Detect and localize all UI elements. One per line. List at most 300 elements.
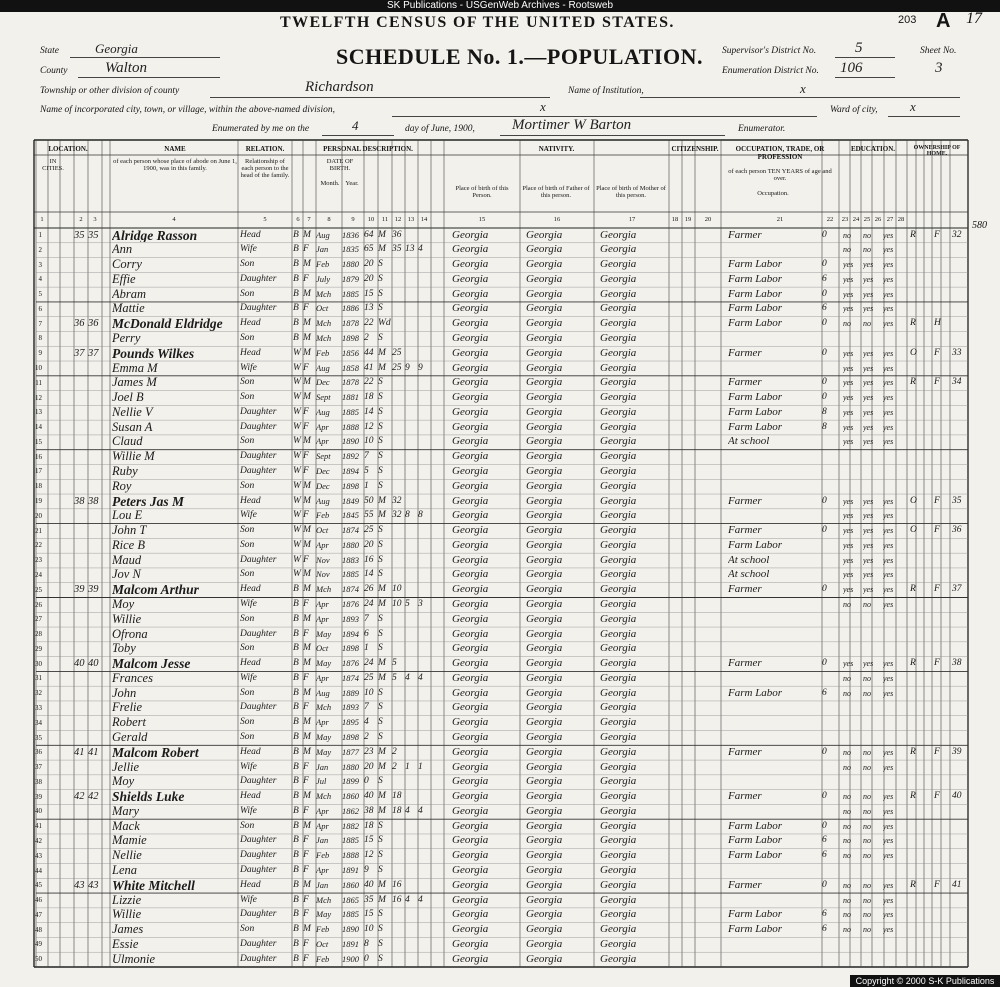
cell-ch1 xyxy=(405,347,417,361)
cell-name: Lena xyxy=(112,864,137,878)
cell-father: Georgia xyxy=(526,464,563,477)
cell-name: Alridge Rasson xyxy=(112,228,198,243)
cell-own xyxy=(910,687,920,701)
cell-fam xyxy=(88,302,102,316)
cell-ch1: 1 xyxy=(405,761,410,772)
cell-ch2: 9 xyxy=(418,362,423,373)
cell-yrs: 18 xyxy=(392,791,402,802)
cell-read: yes xyxy=(843,348,854,358)
cell-own xyxy=(910,775,920,789)
cell-month: Jul xyxy=(316,776,327,787)
cell-birth: Georgia xyxy=(452,790,489,803)
cell-ch2 xyxy=(418,421,430,435)
cell-father: Georgia xyxy=(526,361,563,374)
cell-father: Georgia xyxy=(526,405,563,418)
cell-occ xyxy=(728,805,820,819)
cell-occ xyxy=(728,761,820,775)
cell-yrs xyxy=(392,923,404,937)
cell-mar: S xyxy=(378,554,383,565)
cell-mo: 0 xyxy=(822,392,827,403)
row-number: 40 xyxy=(35,807,42,816)
cell-fam xyxy=(88,391,102,405)
cell-father: Georgia xyxy=(526,228,563,241)
cell-birth: Georgia xyxy=(452,450,489,463)
cell-ch2 xyxy=(418,347,430,361)
cell-father: Georgia xyxy=(526,302,563,315)
cell-rel: Daughter xyxy=(240,850,277,861)
cell-sched xyxy=(952,465,968,479)
cell-sex: F xyxy=(303,244,309,255)
cell-eng: yes xyxy=(883,304,894,314)
cell-own xyxy=(910,834,920,848)
cell-mar: S xyxy=(378,259,383,270)
cell-sched xyxy=(952,849,968,863)
cell-father: Georgia xyxy=(526,804,563,817)
cell-color: B xyxy=(293,658,299,669)
cell-name: Emma M xyxy=(112,361,158,375)
cell-ch1 xyxy=(405,273,417,287)
cell-ch2 xyxy=(418,731,430,745)
cell-ch2 xyxy=(418,554,430,568)
cell-occ: Farm Labor xyxy=(728,420,783,433)
cell-occ xyxy=(728,775,820,789)
cell-fam xyxy=(88,598,102,612)
row-number: 25 xyxy=(35,585,42,594)
archive-banner: SK Publications - USGenWeb Archives - Rootsweb xyxy=(0,0,1000,12)
cell-yrs: 18 xyxy=(392,805,402,816)
cell-color: B xyxy=(293,643,299,654)
cell-birth: Georgia xyxy=(452,391,489,404)
cell-ch1 xyxy=(405,465,417,479)
cell-eng: yes xyxy=(883,511,894,521)
cell-eng: yes xyxy=(883,659,894,669)
cell-mo xyxy=(822,642,836,656)
cell-month: Nov xyxy=(316,569,330,580)
cell-dw xyxy=(74,775,88,789)
cell-mother: Georgia xyxy=(600,287,637,300)
cell-mother: Georgia xyxy=(600,272,637,285)
cell-own: R xyxy=(910,791,916,802)
cell-rel: Head xyxy=(240,879,261,890)
cell-mar: S xyxy=(378,465,383,476)
cell-read xyxy=(843,864,863,878)
cell-year: 1891 xyxy=(342,865,359,876)
group-ownership: OWNERSHIP OF HOME. xyxy=(913,145,961,157)
row-number: 45 xyxy=(35,881,42,890)
cell-eng: yes xyxy=(883,289,894,299)
cell-own xyxy=(910,731,920,745)
cell-mar: M xyxy=(378,894,386,905)
cell-father: Georgia xyxy=(526,317,563,330)
cell-fam xyxy=(88,568,102,582)
cell-read: no xyxy=(843,821,851,831)
cell-rel: Daughter xyxy=(240,421,277,432)
row-number: 26 xyxy=(35,600,42,609)
cell-name: Malcom Robert xyxy=(112,745,199,760)
cell-mo: 0 xyxy=(822,347,827,358)
cell-rel: Son xyxy=(240,687,255,698)
page-letter: A xyxy=(936,10,951,32)
cell-mo xyxy=(822,509,836,523)
cell-color: W xyxy=(293,392,301,403)
cell-read: yes xyxy=(843,585,854,595)
cell-color: B xyxy=(293,909,299,920)
cell-month: Apr xyxy=(316,436,329,447)
cell-month: Feb xyxy=(316,259,330,270)
cell-read: no xyxy=(843,792,851,802)
cell-mo xyxy=(822,480,836,494)
cell-year: 1856 xyxy=(342,347,359,358)
cell-rel: Daughter xyxy=(240,776,277,787)
cell-eng: yes xyxy=(883,363,894,373)
cell-name: Mary xyxy=(112,804,140,818)
cell-year: 1876 xyxy=(342,658,359,669)
column-number: 26 xyxy=(874,216,882,223)
cell-father: Georgia xyxy=(526,346,563,359)
cell-mo xyxy=(822,628,836,642)
cell-birth: Georgia xyxy=(452,509,489,522)
cell-own xyxy=(910,908,920,922)
cell-own: O xyxy=(910,495,917,506)
cell-color: W xyxy=(293,451,301,462)
cell-sex: M xyxy=(303,791,311,802)
cell-color: B xyxy=(293,599,299,609)
cell-mo: 0 xyxy=(822,259,827,270)
cell-birth: Georgia xyxy=(452,657,489,670)
cell-rel: Son xyxy=(240,643,255,654)
row-number: 1 xyxy=(38,231,42,239)
cell-month: Nov xyxy=(316,554,330,565)
cell-month: Mch xyxy=(316,288,332,299)
cell-name: Corry xyxy=(112,258,142,272)
cell-mo xyxy=(822,450,836,464)
cell-yrs xyxy=(392,716,404,730)
cell-age: 40 xyxy=(364,879,374,890)
cell-father: Georgia xyxy=(526,849,563,862)
column-number: 21 xyxy=(776,216,784,223)
cell-occ xyxy=(728,731,820,745)
row-number: 11 xyxy=(35,378,42,387)
cell-age: 4 xyxy=(364,717,369,728)
cell-ch1 xyxy=(405,731,417,745)
cell-year: 1883 xyxy=(342,554,359,565)
cell-fam xyxy=(88,805,102,819)
cell-age: 14 xyxy=(364,569,374,580)
cell-own xyxy=(910,613,920,627)
cell-dw xyxy=(74,820,88,834)
cell-mo xyxy=(822,598,836,612)
cell-occ: Farm Labor xyxy=(728,317,783,330)
cell-sex: F xyxy=(303,909,309,920)
cell-farm xyxy=(934,509,944,523)
cell-eng xyxy=(883,775,905,789)
cell-write xyxy=(863,480,883,494)
cell-occ: Farm Labor xyxy=(728,258,783,271)
cell-ch1: 4 xyxy=(405,672,410,683)
cell-mar: S xyxy=(378,865,383,876)
cell-year: 1899 xyxy=(342,776,359,787)
cell-father: Georgia xyxy=(526,509,563,522)
cell-yrs xyxy=(392,953,404,967)
cell-color: W xyxy=(293,421,301,432)
cell-eng: yes xyxy=(883,806,894,816)
cell-write xyxy=(863,864,883,878)
ward-value: x xyxy=(910,99,916,114)
cell-birth: Georgia xyxy=(452,524,489,537)
cell-own xyxy=(910,820,920,834)
cell-read: yes xyxy=(843,393,854,403)
cell-name: Mattie xyxy=(112,302,145,316)
cell-occ: Farm Labor xyxy=(728,908,783,921)
cell-eng: yes xyxy=(883,747,894,757)
cell-birth: Georgia xyxy=(452,361,489,374)
cell-fam xyxy=(88,480,102,494)
cell-write: no xyxy=(863,245,871,255)
cell-sex: F xyxy=(303,554,309,565)
cell-own xyxy=(910,761,920,775)
cell-fam xyxy=(88,465,102,479)
cell-fam xyxy=(88,894,102,908)
column-number: 18 xyxy=(671,216,679,223)
cell-farm: F xyxy=(934,495,940,506)
cell-yrs: 2 xyxy=(392,761,397,772)
cell-mar: S xyxy=(378,332,383,343)
cell-read: no xyxy=(843,880,851,890)
cell-ch1 xyxy=(405,524,417,538)
group-citizenship: CITIZENSHIP. xyxy=(671,145,719,153)
cell-write xyxy=(863,701,883,715)
cell-yrs xyxy=(392,568,404,582)
cell-month: Aug xyxy=(316,229,330,240)
cell-ch2 xyxy=(418,879,430,893)
cell-own xyxy=(910,849,920,863)
cell-farm: F xyxy=(934,746,940,757)
cell-eng: yes xyxy=(883,274,894,284)
cell-color: B xyxy=(293,332,299,343)
cell-sched xyxy=(952,554,968,568)
cell-month: Mch xyxy=(316,584,332,595)
cell-father: Georgia xyxy=(526,612,563,625)
cell-age: 50 xyxy=(364,495,374,506)
cell-mar: S xyxy=(378,628,383,639)
cell-birth: Georgia xyxy=(452,420,489,433)
cell-sex: F xyxy=(303,362,309,373)
cell-occ: At school xyxy=(728,553,770,566)
cell-sex: M xyxy=(303,820,311,831)
row-number: 31 xyxy=(35,674,42,683)
cell-year: 1835 xyxy=(342,244,359,255)
cell-mother: Georgia xyxy=(600,686,637,699)
cell-sex: M xyxy=(303,495,311,506)
cell-read: no xyxy=(843,910,851,920)
cell-mother: Georgia xyxy=(600,331,637,344)
cell-own xyxy=(910,598,920,612)
cell-month: Sept xyxy=(316,451,331,462)
cell-ch2: 8 xyxy=(418,510,423,521)
cell-sched: 38 xyxy=(952,658,962,669)
cell-farm xyxy=(934,908,944,922)
cell-occ: Farm Labor xyxy=(728,923,783,936)
cell-mother: Georgia xyxy=(600,952,637,965)
cell-rel: Wife xyxy=(240,894,257,905)
cell-mar: M xyxy=(378,879,386,890)
cell-dw xyxy=(74,391,88,405)
cell-month: Apr xyxy=(316,820,329,831)
row-number: 13 xyxy=(35,408,42,417)
row-number: 48 xyxy=(35,925,42,934)
cell-color: B xyxy=(293,584,299,595)
cell-occ xyxy=(728,672,820,686)
cell-eng: yes xyxy=(883,821,894,831)
cell-read: yes xyxy=(843,274,854,284)
cell-age: 24 xyxy=(364,599,374,609)
cell-farm xyxy=(934,613,944,627)
cell-own xyxy=(910,539,920,553)
cell-occ: At school xyxy=(728,435,770,448)
cell-mother: Georgia xyxy=(600,804,637,817)
cell-rel: Son xyxy=(240,259,255,270)
cell-ch1 xyxy=(405,376,417,390)
cell-father: Georgia xyxy=(526,642,563,655)
cell-name: Nellie V xyxy=(112,405,153,419)
cell-read: yes xyxy=(843,437,854,447)
cell-month: Oct xyxy=(316,303,329,314)
cell-sched xyxy=(952,687,968,701)
cell-yrs xyxy=(392,288,404,302)
cell-read xyxy=(843,642,863,656)
cell-mo xyxy=(822,731,836,745)
cell-occ xyxy=(728,362,820,376)
column-number: 27 xyxy=(886,216,894,223)
row-number: 22 xyxy=(35,541,42,550)
header-name-desc: of each person whose place of abode on June 1, 1900, was in this family. xyxy=(113,158,237,172)
cell-mother: Georgia xyxy=(600,731,637,744)
cell-father: Georgia xyxy=(526,331,563,344)
cell-farm xyxy=(934,332,944,346)
cell-rel: Daughter xyxy=(240,451,277,462)
cell-read: no xyxy=(843,851,851,861)
cell-yrs xyxy=(392,687,404,701)
cell-own: O xyxy=(910,525,917,536)
cell-color: W xyxy=(293,525,301,536)
cell-birth: Georgia xyxy=(452,804,489,817)
schedule-title: SCHEDULE No. 1.—POPULATION. xyxy=(336,44,703,69)
cell-ch2 xyxy=(418,495,430,509)
cell-read: yes xyxy=(843,540,854,550)
cell-name: Robert xyxy=(112,716,147,730)
row-number: 14 xyxy=(35,423,42,432)
cell-own xyxy=(910,465,920,479)
cell-sex: M xyxy=(303,259,311,270)
cell-birth: Georgia xyxy=(452,864,489,877)
cell-name: Mack xyxy=(112,819,140,833)
cell-age: 7 xyxy=(364,702,369,713)
cell-month: Jan xyxy=(316,835,329,846)
cell-year: 1888 xyxy=(342,850,359,861)
cell-fam xyxy=(88,849,102,863)
column-number: 23 xyxy=(841,216,849,223)
cell-write: yes xyxy=(863,274,874,284)
cell-birth: Georgia xyxy=(452,686,489,699)
cell-mother: Georgia xyxy=(600,760,637,773)
cell-sched xyxy=(952,864,968,878)
cell-farm xyxy=(934,362,944,376)
header-in-cities: IN CITIES. xyxy=(42,158,64,172)
cell-eng: yes xyxy=(883,836,894,846)
cell-color: B xyxy=(293,628,299,639)
cell-fam xyxy=(88,554,102,568)
cell-sched xyxy=(952,613,968,627)
cell-dw: 41 xyxy=(74,746,85,758)
cell-year: 1882 xyxy=(342,820,359,831)
cell-age: 26 xyxy=(364,584,374,595)
enumerator-label: Enumerator. xyxy=(738,124,786,134)
cell-mar: S xyxy=(378,525,383,536)
cell-rel: Son xyxy=(240,332,255,343)
cell-month: Dec xyxy=(316,465,330,476)
cell-sex: F xyxy=(303,894,309,905)
cell-mar: M xyxy=(378,229,386,240)
cell-rel: Head xyxy=(240,791,261,802)
cell-yrs xyxy=(392,938,404,952)
cell-color: W xyxy=(293,480,301,491)
cell-mo xyxy=(822,894,836,908)
township-label: Township or other division of county xyxy=(40,86,180,96)
cell-dw: 36 xyxy=(74,318,85,330)
cell-name: Susan A xyxy=(112,420,153,434)
column-number: 14 xyxy=(420,216,428,223)
row-number: 17 xyxy=(35,467,42,476)
cell-name: Perry xyxy=(112,331,141,345)
cell-fam xyxy=(88,701,102,715)
cell-farm xyxy=(934,731,944,745)
cell-ch1 xyxy=(405,628,417,642)
cell-sex: M xyxy=(303,924,311,935)
cell-read: yes xyxy=(843,555,854,565)
city-label: Name of incorporated city, town, or village, within the above-named division, xyxy=(40,105,335,115)
cell-farm: F xyxy=(934,584,940,595)
cell-own xyxy=(910,435,920,449)
cell-write: yes xyxy=(863,540,874,550)
cell-father: Georgia xyxy=(526,745,563,758)
cell-ch1 xyxy=(405,332,417,346)
cell-dw xyxy=(74,362,88,376)
cell-name: Mamie xyxy=(112,834,147,848)
cell-ch1 xyxy=(405,716,417,730)
cell-read: no xyxy=(843,230,851,240)
cell-rel: Daughter xyxy=(240,865,277,876)
cell-sex: M xyxy=(303,658,311,669)
cell-own: R xyxy=(910,658,916,669)
cell-name: James xyxy=(112,923,144,937)
cell-yrs: 10 xyxy=(392,599,402,609)
cell-mo: 0 xyxy=(822,288,827,299)
cell-write xyxy=(863,628,883,642)
cell-ch2 xyxy=(418,953,430,967)
cell-year: 1892 xyxy=(342,451,359,462)
cell-eng xyxy=(883,701,905,715)
cell-sex: M xyxy=(303,717,311,728)
cell-year: 1876 xyxy=(342,599,359,609)
cell-ch2: 4 xyxy=(418,805,423,816)
cell-occ xyxy=(728,509,820,523)
cell-farm xyxy=(934,672,944,686)
cell-sched xyxy=(952,761,968,775)
cell-fam xyxy=(88,435,102,449)
cell-mo: 0 xyxy=(822,658,827,669)
cell-dw: 37 xyxy=(74,347,85,359)
cell-occ xyxy=(728,938,820,952)
